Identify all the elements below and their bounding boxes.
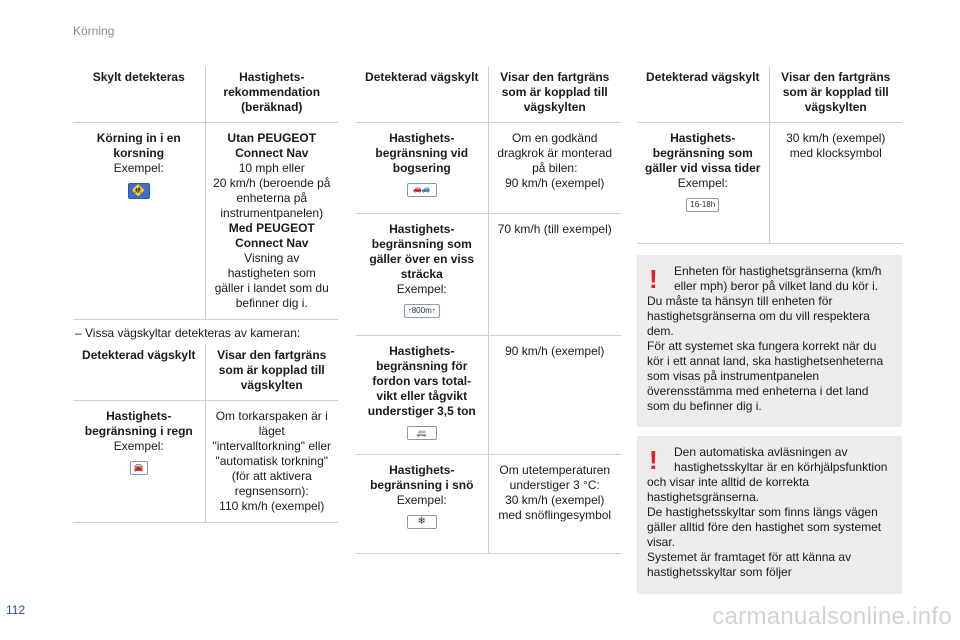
warning-note (637, 255, 902, 427)
camera-note: – Vissa vägskyltar detekteras av kameran: (75, 326, 301, 340)
table-row (356, 214, 621, 336)
column-header: Skylt detekteras (73, 66, 205, 123)
table-row (73, 401, 338, 523)
table-row (356, 336, 621, 455)
sign-description: 90 km/h (exempel) (505, 344, 605, 358)
note-text: och visar inte alltid de korrekta hastighetsgränserna. De hastighetsskyltar som finns längs vägen gäller alltid före den hastighet som systemet visar. Systemet är framtaget för att känna av hastighetsskyltar som följer (647, 475, 882, 579)
example-label: Exempel: (113, 439, 164, 453)
variant-label: Med PEUGEOT Connect Nav (228, 221, 315, 250)
variant-text: 10 mph eller 20 km/h (beroende på enheterna på instrumentpanelen) (213, 161, 331, 220)
warning-note (637, 436, 902, 594)
column-header: Hastighets- rekommendation (beräknad) (205, 66, 338, 123)
detection-table-rain (73, 344, 338, 523)
warning-exclamation-icon: ! (649, 264, 658, 294)
column-header: Detekterad vägskylt (356, 66, 488, 123)
variant-text: Visning av hastigheten som gäller i landet som du befinner dig i. (214, 251, 329, 310)
sign-title: Hastighets- begränsning för fordon vars total- vikt eller tågvikt understiger 3,5 ton (367, 344, 476, 418)
table-row (637, 123, 902, 244)
watermark: carmanualsonline.info (712, 603, 952, 630)
time-range-sign-icon: 16-18h (686, 198, 719, 212)
sign-title: Hastighets- begränsning i snö (370, 463, 474, 492)
table-row (356, 455, 621, 554)
sign-description: Om torkarspaken är i läget "intervalltorkning" eller "automatisk torkning" (för att aktivera regnsensorn): 110 km/h (exempel) (212, 409, 332, 513)
column-header: Visar den fartgräns som är kopplad till vägskylten (488, 66, 621, 123)
sign-description: 30 km/h (exempel) med klocksymbol (786, 131, 886, 160)
note-text: Du måste ta hänsyn till enheten för hastighetsgränserna om du vill respektera dem. För att systemet ska fungera korrekt när du kör i ett annat land, ska hastighetsenheterna som visas på instrumentpanelen överensstämma med enheterna i det land som du befinner dig i. (647, 294, 884, 413)
note-first-line: Den automatiska avläsningen av hastighetsskyltar är en körhjälpsfunktion (674, 445, 888, 474)
car-trailer-sign-icon: 🚐 (407, 426, 437, 440)
column-header: Visar den fartgräns som är kopplad till vägskylten (769, 66, 902, 123)
sign-title: Hastighets- begränsning vid bogsering (375, 131, 469, 175)
example-label: Exempel: (396, 493, 447, 507)
sign-description: Om utetemperaturen understiger 3 °C: 30 km/h (exempel) med snöflingesymbol (498, 463, 612, 522)
variant-label: Utan PEUGEOT Connect Nav (227, 131, 317, 160)
sign-title: Hastighets- begränsning som gäller vid vissa tider (645, 131, 761, 175)
column-header: Detekterad vägskylt (73, 344, 205, 401)
rain-car-sign-icon: 🚘 (130, 461, 148, 475)
detection-table-time (637, 66, 902, 244)
example-label: Exempel: (113, 161, 164, 175)
note-first-line: Enheten för hastighetsgränserna (km/h eller mph) beror på vilket land du kör i. (674, 264, 882, 293)
example-label: Exempel: (677, 176, 728, 190)
towing-sign-icon: 🚗🚙 (407, 183, 437, 197)
sign-title: Hastighets- begränsning i regn (84, 409, 193, 438)
distance-sign-icon: ↑800m↑ (404, 304, 440, 318)
table-row (73, 123, 338, 320)
detection-table-junction (73, 66, 338, 320)
sign-title: Körning in i en korsning (96, 131, 181, 160)
column-header: Visar den fartgräns som är kopplad till vägskylten (205, 344, 338, 401)
snowflake-sign-icon: ❄ (407, 515, 437, 529)
example-label: Exempel: (396, 282, 447, 296)
warning-exclamation-icon: ! (649, 445, 658, 475)
chapter-header: Körning (73, 24, 115, 38)
page-number: 112 (6, 603, 26, 617)
walking-street-sign-icon: 🚸 (128, 183, 150, 199)
sign-title: Hastighets- begränsning som gäller över en viss sträcka (369, 222, 475, 281)
detection-table-special (356, 66, 621, 554)
sign-description: 70 km/h (till exempel) (497, 222, 612, 236)
table-row (356, 123, 621, 214)
sign-description: Om en godkänd dragkrok är monterad på bilen: 90 km/h (exempel) (497, 131, 613, 190)
column-header: Detekterad vägskylt (637, 66, 769, 123)
